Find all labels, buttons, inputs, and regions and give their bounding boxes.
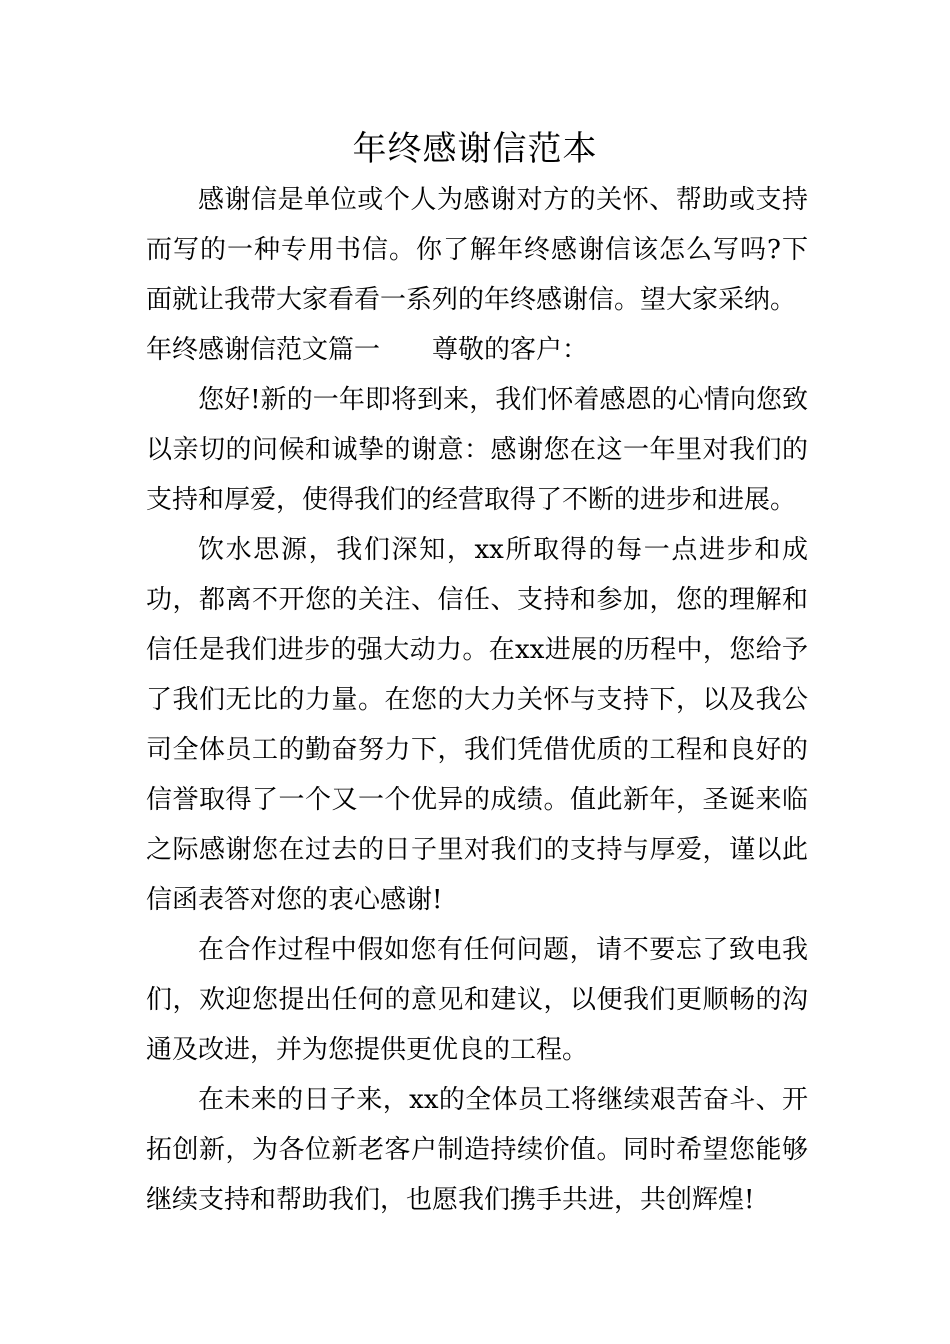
intro-paragraph: 感谢信是单位或个人为感谢对方的关怀、帮助或支持而写的一种专用书信。你了解年终感谢信该怎么写吗?下面就让我带大家看看一系列的年终感谢信。望大家采纳。 <box>146 185 808 315</box>
body-paragraph-2: 饮水思源，我们深知，xx所取得的每一点进步和成功，都离不开您的关注、信任、支持和参加，您的理解和信任是我们进步的强大动力。在xx进展的历程中，您给予了我们无比的力量。在您的大力关怀与支持下，以及我公司全体员工的勤奋努力下，我们凭借优质的工程和良好的信誉取得了一个又一个优异的成绩。值此新年，圣诞来临之际感谢您在过去的日子里对我们的支持与厚爱，谨以此信函表答对您的衷心感谢! <box>146 535 808 915</box>
body-paragraph-4: 在未来的日子来，xx的全体员工将继续艰苦奋斗、开拓创新，为各位新老客户制造持续价值。同时希望您能够继续支持和帮助我们，也愿我们携手共进，共创辉煌! <box>146 1085 808 1215</box>
document-title: 年终感谢信范本 <box>352 129 598 169</box>
body-paragraph-3: 在合作过程中假如您有任何问题，请不要忘了致电我们，欢迎您提出任何的意见和建议，以便我们更顺畅的沟通及改进，并为您提供更优良的工程。 <box>146 935 808 1065</box>
section-heading: 年终感谢信范文篇一 <box>146 335 381 365</box>
salutation: 尊敬的客户： <box>432 335 589 365</box>
document-body <box>146 175 808 1225</box>
section-heading-line <box>146 325 808 375</box>
body-paragraph-1: 您好!新的一年即将到来，我们怀着感恩的心情向您致以亲切的问候和诚挚的谢意：感谢您在这一年里对我们的支持和厚爱，使得我们的经营取得了不断的进步和进展。 <box>146 385 808 515</box>
